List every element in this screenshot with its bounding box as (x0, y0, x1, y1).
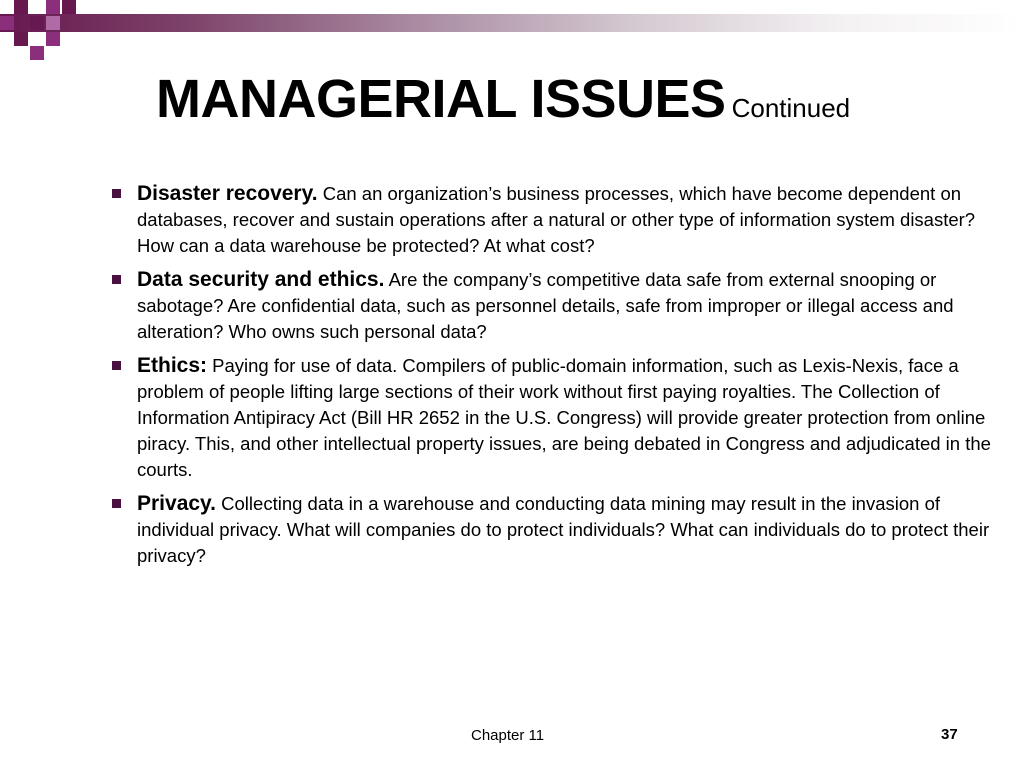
bullet-heading: Privacy. (137, 492, 217, 515)
checker-square (46, 32, 60, 46)
square-bullet-icon (112, 361, 121, 370)
title-continued: Continued (731, 93, 851, 123)
slide-title (156, 68, 850, 130)
title-main: MANAGERIAL ISSUES (156, 69, 726, 129)
square-bullet-icon (112, 189, 121, 198)
bullet-heading: Ethics: (137, 354, 208, 377)
checker-square (30, 16, 44, 30)
checker-square (62, 0, 76, 14)
bullet-privacy (108, 491, 1016, 569)
bullet-data-security (108, 267, 1016, 345)
checker-square (14, 32, 28, 46)
corner-checker-pattern (0, 0, 78, 62)
bullet-text: Paying for use of data. Compilers of public-domain information, such as Lexis-Nexis, face a problem of people lifting large sections of their work without first paying royalties. The Collection of Information Antipiracy Act (Bill HR 2652 in the U.S. Congress) will provide greater protection from online piracy. This, and other intellectual property issues, are being debated in Congress and adjudicated in the courts. (137, 355, 991, 480)
square-bullet-icon (112, 499, 121, 508)
bullet-heading: Data security and ethics. (137, 268, 385, 291)
bullet-heading: Disaster recovery. (137, 182, 318, 205)
checker-square (46, 16, 60, 30)
header-gradient-band (0, 14, 1024, 32)
checker-square (14, 0, 28, 14)
bullet-text: Are the company’s competitive data safe from external snooping or sabotage? Are confidential data, such as personnel details, safe from improper or illegal access and alteration? Who owns such personal data? (137, 269, 954, 342)
bullet-disaster-recovery (108, 181, 1016, 259)
bullet-text: Can an organization’s business processes, which have become dependent on databases, recover and sustain operations after a natural or other type of information system disaster? How can a data warehouse be protected? At what cost? (137, 183, 976, 256)
checker-square (46, 0, 60, 14)
square-bullet-icon (112, 275, 121, 284)
checker-square (30, 46, 44, 60)
bullet-ethics (108, 353, 1016, 483)
bullet-list (108, 181, 1016, 577)
checker-square (0, 16, 14, 30)
bullet-text: Collecting data in a warehouse and conducting data mining may result in the invasion of individual privacy. What will companies do to protect individuals? What can individuals do to protect their privacy? (137, 493, 990, 566)
footer-chapter: Chapter 11 (471, 727, 545, 744)
page-number: 37 (941, 726, 958, 743)
